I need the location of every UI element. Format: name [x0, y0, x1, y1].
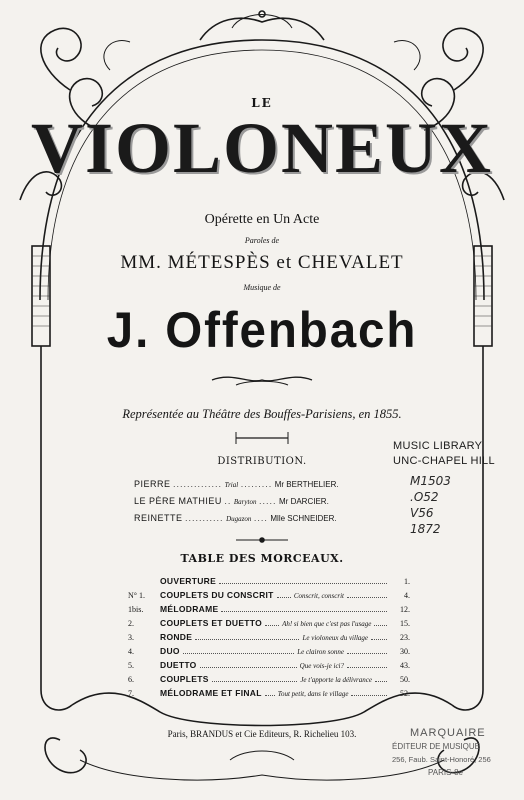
call-number-2: .O52 — [410, 490, 439, 504]
piece-first-line: Tout petit, dans le village — [277, 690, 349, 698]
composer-name: J. Offenbach — [106, 302, 418, 358]
piece-first-line: Conscrit, conscrit — [293, 592, 344, 600]
cast-voice: Trial — [224, 481, 239, 489]
piece-number: 6. — [128, 675, 134, 684]
piece-number: 3. — [128, 633, 134, 642]
vendor-stamp-line2: 256, Faub. Saint-Honoré, 256 — [392, 755, 491, 764]
cast-singer: Mlle SCHNEIDER. — [270, 514, 337, 523]
title-article: LE — [251, 96, 273, 110]
lyrics-label: Paroles de — [244, 236, 280, 245]
work-subtitle: Opérette en Un Acte — [204, 212, 320, 227]
music-label: Musique de — [243, 283, 281, 292]
contents-row — [128, 660, 410, 672]
cast-row: REINETTE ........... Dugazon .... Mlle SCHNEIDER. — [134, 513, 337, 523]
contents-row — [128, 590, 410, 602]
piece-number: 5. — [128, 661, 134, 670]
piece-first-line: Je t'apporte la délivrance — [300, 676, 372, 684]
cast-singer: Mr DARCIER. — [279, 497, 329, 506]
piece-number: 4. — [128, 647, 134, 656]
piece-title: MÉLODRAME — [160, 604, 219, 614]
piece-page: 23. — [400, 633, 410, 642]
library-stamp-line2: UNC-CHAPEL HILL — [393, 455, 495, 467]
cast-row: PIERRE .............. Trial ......... Mr BERTHELIER. — [134, 479, 339, 489]
piece-number: 1bis. — [128, 605, 144, 614]
contents-row — [128, 576, 410, 588]
piece-page: 30. — [400, 647, 410, 656]
piece-title: COUPLETS ET DUETTO — [160, 618, 263, 628]
piece-first-line: Le violoneux du village — [302, 634, 368, 642]
piece-page: 1. — [404, 577, 410, 586]
call-number-3: V56 — [410, 506, 434, 520]
cast-role: PIERRE — [134, 479, 171, 489]
cast-voice: Dugazon — [226, 515, 252, 523]
lyricists: MM. MÉTESPÈS et CHEVALET — [120, 252, 404, 273]
library-stamp-line1: MUSIC LIBRARY — [393, 440, 483, 452]
contents-title: TABLE DES MORCEAUX. — [180, 552, 344, 565]
piece-title: RONDE — [160, 632, 193, 642]
call-number-4: 1872 — [410, 522, 441, 536]
cast-role: REINETTE — [134, 513, 183, 523]
premiere-note: Représentée au Théâtre des Bouffes-Parisiens, en 1855. — [122, 407, 402, 421]
cast-voice: Baryton — [233, 498, 257, 506]
piece-page: 43. — [400, 661, 410, 670]
contents-row — [128, 618, 410, 630]
piece-title: DUO — [160, 646, 180, 656]
piece-number: N° 1. — [128, 591, 145, 600]
contents-row — [128, 604, 410, 616]
vendor-stamp-line1: ÉDITEUR DE MUSIQUE — [392, 742, 481, 751]
contents-row — [128, 646, 410, 658]
piece-title: COUPLETS — [160, 674, 209, 684]
contents-row — [128, 632, 410, 644]
piece-page: 4. — [404, 591, 410, 600]
cast-role: LE PÈRE MATHIEU — [134, 496, 222, 506]
piece-title: MÉLODRAME ET FINAL — [160, 688, 262, 698]
vendor-stamp-name: MARQUAIRE — [410, 727, 486, 739]
piece-first-line: Le clairon sonne — [297, 648, 344, 656]
piece-page: 15. — [400, 619, 410, 628]
cast-row: LE PÈRE MATHIEU .. Baryton ..... Mr DARCIER. — [134, 496, 329, 506]
piece-page: 12. — [400, 605, 410, 614]
publisher-line: Paris, BRANDUS et Cie Editeurs, R. Richelieu 103. — [167, 729, 357, 739]
work-title: VIOLONEUX — [30, 108, 494, 188]
distribution-title: DISTRIBUTION. — [217, 456, 307, 467]
piece-first-line: Que vois-je ici? — [299, 662, 344, 670]
vendor-stamp-line3: PARIS-8e — [428, 768, 463, 777]
piece-page: 52. — [400, 689, 410, 698]
piece-title: COUPLETS DU CONSCRIT — [160, 590, 274, 600]
piece-title: DUETTO — [160, 660, 197, 670]
call-number-1: M1503 — [410, 474, 451, 488]
cast-singer: Mr BERTHELIER. — [274, 480, 339, 489]
piece-first-line: Ah! si bien que c'est pas l'usage — [282, 620, 372, 628]
piece-number: 2. — [128, 619, 134, 628]
piece-page: 50. — [400, 675, 410, 684]
contents-row — [128, 688, 410, 700]
piece-number: 7. — [128, 689, 134, 698]
piece-title: OUVERTURE — [160, 576, 217, 586]
contents-row — [128, 674, 410, 686]
